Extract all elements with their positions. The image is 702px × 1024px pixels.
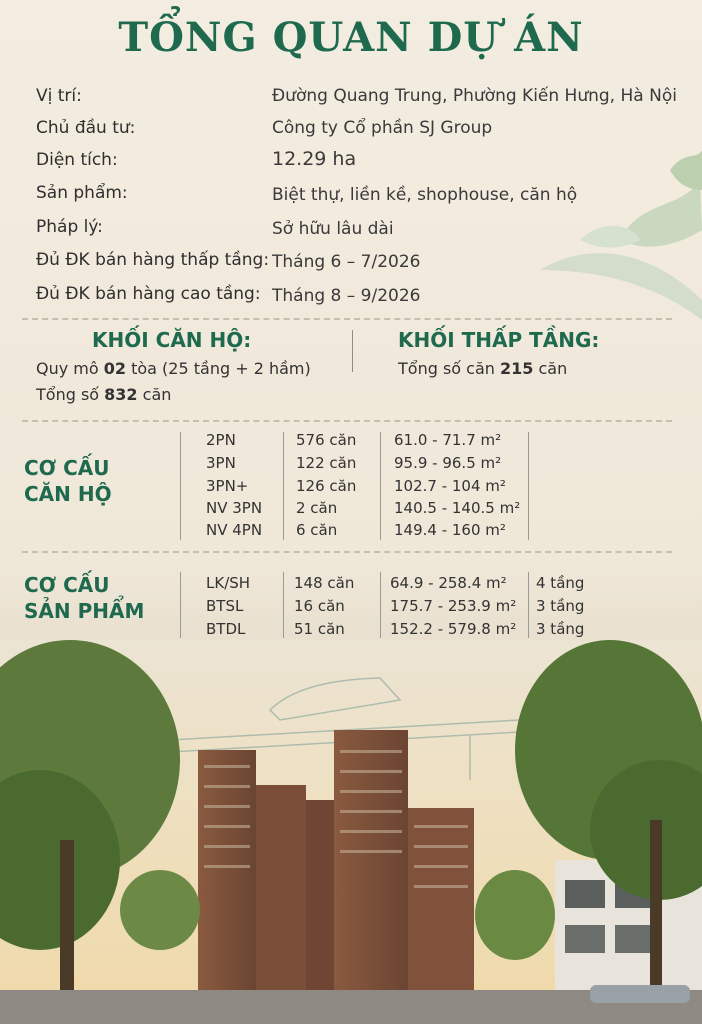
table-divider <box>528 572 529 638</box>
table-cell-area: 140.5 - 140.5 m² <box>394 499 521 517</box>
product-structure-heading: CƠ CẤU SẢN PHẨM <box>24 573 145 623</box>
info-value-area: 12.29 ha <box>272 148 357 170</box>
info-label-developer: Chủ đầu tư: <box>36 118 136 138</box>
divider <box>22 551 672 553</box>
apartment-block-total: Tổng số 832 căn <box>36 385 172 404</box>
table-cell-count: 576 căn <box>296 431 357 449</box>
info-value-lowrise-sale: Tháng 6 – 7/2026 <box>272 252 421 272</box>
table-cell-area: 102.7 - 104 m² <box>394 477 506 495</box>
table-divider <box>380 432 381 540</box>
table-divider <box>180 572 181 638</box>
table-cell-area: 175.7 - 253.9 m² <box>390 597 517 615</box>
table-cell-type: NV 4PN <box>206 521 263 539</box>
apartment-block-scale: Quy mô 02 tòa (25 tầng + 2 hầm) <box>36 359 311 378</box>
info-label-products: Sản phẩm: <box>36 183 128 203</box>
leaf-decoration <box>520 150 702 350</box>
project-illustration <box>0 640 702 1024</box>
table-cell-floors: 3 tầng <box>536 620 585 638</box>
table-divider <box>180 432 181 540</box>
table-cell-type: 2PN <box>206 431 236 449</box>
info-value-products: Biệt thự, liền kề, shophouse, căn hộ <box>272 185 578 205</box>
lowrise-block-total: Tổng số căn 215 căn <box>398 359 568 378</box>
table-cell-type: LK/SH <box>206 574 251 592</box>
table-cell-count: 6 căn <box>296 521 338 539</box>
info-label-location: Vị trí: <box>36 86 82 106</box>
table-divider <box>528 432 529 540</box>
table-divider <box>380 572 381 638</box>
table-cell-count: 51 căn <box>294 620 345 638</box>
table-cell-floors: 3 tầng <box>536 597 585 615</box>
lowrise-block-heading: KHỐI THẤP TẦNG: <box>398 328 600 352</box>
table-cell-count: 16 căn <box>294 597 345 615</box>
table-cell-type: BTSL <box>206 597 244 615</box>
info-value-developer: Công ty Cổ phần SJ Group <box>272 118 493 138</box>
table-cell-area: 149.4 - 160 m² <box>394 521 506 539</box>
table-cell-area: 152.2 - 579.8 m² <box>390 620 517 638</box>
info-label-highrise-sale: Đủ ĐK bán hàng cao tầng: <box>36 284 261 304</box>
apartment-block-heading: KHỐI CĂN HỘ: <box>92 328 252 352</box>
table-cell-area: 64.9 - 258.4 m² <box>390 574 507 592</box>
table-cell-count: 148 căn <box>294 574 355 592</box>
info-value-legal: Sở hữu lâu dài <box>272 219 394 239</box>
table-cell-type: 3PN+ <box>206 477 249 495</box>
info-value-location: Đường Quang Trung, Phường Kiến Hưng, Hà Nội <box>272 86 677 106</box>
info-label-lowrise-sale: Đủ ĐK bán hàng thấp tầng: <box>36 250 270 270</box>
page-title: TỔNG QUAN DỰ ÁN <box>118 14 584 61</box>
table-cell-type: BTDL <box>206 620 246 638</box>
table-cell-count: 126 căn <box>296 477 357 495</box>
table-divider <box>283 432 284 540</box>
table-cell-count: 122 căn <box>296 454 357 472</box>
table-cell-type: NV 3PN <box>206 499 263 517</box>
info-label-area: Diện tích: <box>36 150 118 170</box>
table-divider <box>283 572 284 638</box>
table-cell-floors: 4 tầng <box>536 574 585 592</box>
table-cell-area: 61.0 - 71.7 m² <box>394 431 502 449</box>
info-value-highrise-sale: Tháng 8 – 9/2026 <box>272 286 421 306</box>
apartment-structure-heading: CƠ CẤU CĂN HỘ <box>24 456 112 506</box>
table-cell-count: 2 căn <box>296 499 338 517</box>
table-cell-type: 3PN <box>206 454 236 472</box>
divider <box>22 420 672 422</box>
divider <box>22 318 672 320</box>
info-label-legal: Pháp lý: <box>36 217 103 237</box>
block-separator <box>352 330 353 372</box>
table-cell-area: 95.9 - 96.5 m² <box>394 454 502 472</box>
